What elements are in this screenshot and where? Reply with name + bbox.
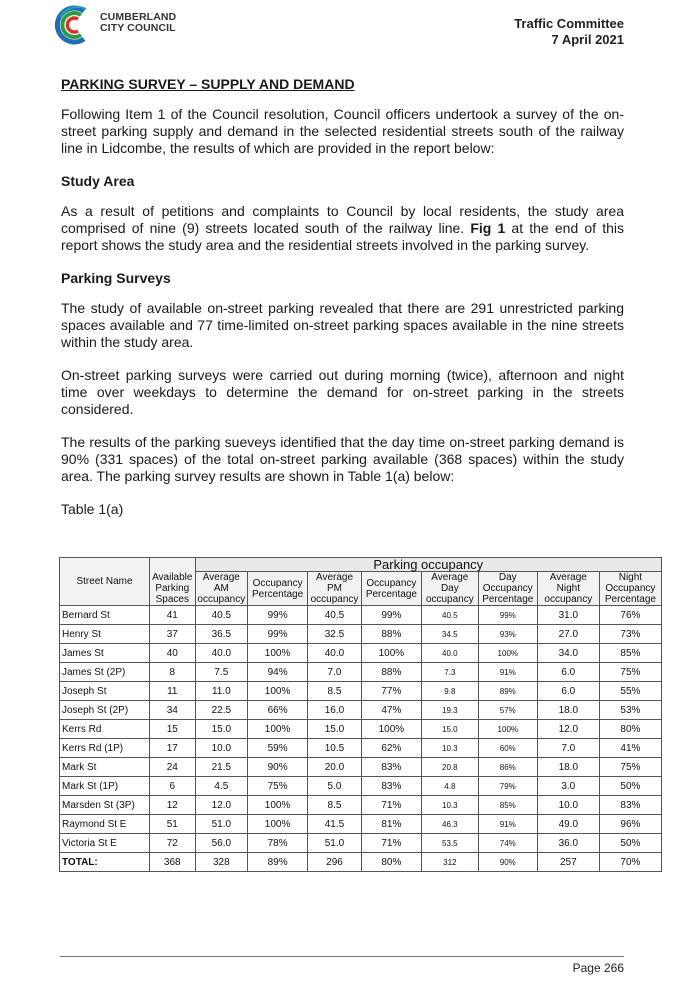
cell-day-occupancy: 312 xyxy=(421,853,478,872)
cell-am-occupancy: 328 xyxy=(195,853,248,872)
table-row xyxy=(60,644,662,663)
cell-street-name: Kerrs Rd xyxy=(60,720,150,739)
cell-night-occupancy: 27.0 xyxy=(537,625,599,644)
cell-street-name: Mark St (1P) xyxy=(60,777,150,796)
cell-street-name: Henry St xyxy=(60,625,150,644)
cell-am-percentage: 89% xyxy=(248,853,308,872)
cell-am-percentage: 99% xyxy=(248,625,308,644)
cell-night-percentage: 73% xyxy=(599,625,661,644)
cell-day-occupancy: 34.5 xyxy=(421,625,478,644)
table-row xyxy=(60,625,662,644)
cell-night-occupancy: 3.0 xyxy=(537,777,599,796)
cell-am-occupancy: 11.0 xyxy=(195,682,248,701)
cell-available-spaces: 40 xyxy=(150,644,196,663)
cell-day-percentage: 57% xyxy=(478,701,537,720)
cell-am-occupancy: 22.5 xyxy=(195,701,248,720)
cell-pm-occupancy: 51.0 xyxy=(308,834,362,853)
cell-am-percentage: 100% xyxy=(248,796,308,815)
cell-pm-occupancy: 8.5 xyxy=(308,682,362,701)
study-area-heading: Study Area xyxy=(61,173,135,189)
cell-day-percentage: 60% xyxy=(478,739,537,758)
cell-street-name: Mark St xyxy=(60,758,150,777)
cell-pm-percentage: 88% xyxy=(361,663,421,682)
cell-day-percentage: 100% xyxy=(478,644,537,663)
surveys-paragraph-2: On-street parking surveys were carried out during morning (twice), afternoon and night time over weekdays to determine the demand for on-street parking in the streets considered. xyxy=(61,367,624,417)
cell-night-percentage: 55% xyxy=(599,682,661,701)
cell-day-percentage: 90% xyxy=(478,853,537,872)
cell-street-name: TOTAL: xyxy=(60,853,150,872)
table-row xyxy=(60,834,662,853)
cell-night-percentage: 75% xyxy=(599,663,661,682)
cell-street-name: James St (2P) xyxy=(60,663,150,682)
cell-am-occupancy: 4.5 xyxy=(195,777,248,796)
cell-night-percentage: 50% xyxy=(599,777,661,796)
cell-night-occupancy: 34.0 xyxy=(537,644,599,663)
header-street-name: Street Name xyxy=(60,558,150,606)
header-pm-occupancy: Average PM occupancy xyxy=(308,572,362,606)
cell-street-name: James St xyxy=(60,644,150,663)
study-area-text-post: at the end of this report shows the study area and the residential streets involved in the parking survey. xyxy=(61,220,624,253)
cell-available-spaces: 11 xyxy=(150,682,196,701)
cell-pm-percentage: 62% xyxy=(361,739,421,758)
cell-am-occupancy: 7.5 xyxy=(195,663,248,682)
cell-day-percentage: 93% xyxy=(478,625,537,644)
cell-am-percentage: 100% xyxy=(248,682,308,701)
cell-day-occupancy: 9.8 xyxy=(421,682,478,701)
document-header xyxy=(514,16,624,48)
cell-night-percentage: 80% xyxy=(599,720,661,739)
study-area-text-pre: As a result of petitions and complaints to Council by local residents, the study area comprised of nine (9) streets located south of the railway line. xyxy=(61,203,624,236)
header-night-occupancy: Average Night occupancy xyxy=(537,572,599,606)
cell-pm-percentage: 100% xyxy=(361,720,421,739)
meeting-date: 7 April 2021 xyxy=(551,32,624,47)
cell-am-percentage: 75% xyxy=(248,777,308,796)
committee-name: Traffic Committee xyxy=(514,16,624,31)
cell-day-occupancy: 4.8 xyxy=(421,777,478,796)
header-day-occupancy: Average Day occupancy xyxy=(421,572,478,606)
cell-pm-occupancy: 41.5 xyxy=(308,815,362,834)
cell-pm-percentage: 99% xyxy=(361,606,421,625)
cell-day-percentage: 86% xyxy=(478,758,537,777)
cell-day-occupancy: 20.8 xyxy=(421,758,478,777)
cell-day-occupancy: 10.3 xyxy=(421,796,478,815)
cell-available-spaces: 24 xyxy=(150,758,196,777)
study-area-paragraph xyxy=(61,203,624,254)
header-parking-occupancy: Parking occupancy xyxy=(195,558,661,572)
header-am-occupancy: Average AM occupancy xyxy=(195,572,248,606)
header-pm-percentage: Occupancy Percentage xyxy=(361,572,421,606)
cell-street-name: Raymond St E xyxy=(60,815,150,834)
council-name xyxy=(100,12,176,34)
cell-am-percentage: 100% xyxy=(248,720,308,739)
cell-street-name: Bernard St xyxy=(60,606,150,625)
cell-street-name: Joseph St xyxy=(60,682,150,701)
cell-pm-percentage: 83% xyxy=(361,758,421,777)
cell-day-percentage: 74% xyxy=(478,834,537,853)
cell-pm-percentage: 71% xyxy=(361,834,421,853)
council-name-line2: CITY COUNCIL xyxy=(100,22,176,34)
cell-am-occupancy: 12.0 xyxy=(195,796,248,815)
table-row xyxy=(60,796,662,815)
cell-night-percentage: 50% xyxy=(599,834,661,853)
cell-am-occupancy: 51.0 xyxy=(195,815,248,834)
table-row xyxy=(60,777,662,796)
cell-night-percentage: 70% xyxy=(599,853,661,872)
cell-am-percentage: 78% xyxy=(248,834,308,853)
report-heading: PARKING SURVEY – SUPPLY AND DEMAND xyxy=(61,76,355,92)
cell-night-percentage: 83% xyxy=(599,796,661,815)
cell-day-percentage: 79% xyxy=(478,777,537,796)
cell-day-occupancy: 19.3 xyxy=(421,701,478,720)
cell-street-name: Joseph St (2P) xyxy=(60,701,150,720)
header-night-percentage: Night Occupancy Percentage xyxy=(599,572,661,606)
cell-night-occupancy: 31.0 xyxy=(537,606,599,625)
cell-night-occupancy: 6.0 xyxy=(537,663,599,682)
page-number: Page 266 xyxy=(572,961,624,975)
table-row xyxy=(60,739,662,758)
cell-pm-percentage: 81% xyxy=(361,815,421,834)
cell-night-occupancy: 18.0 xyxy=(537,758,599,777)
cell-available-spaces: 17 xyxy=(150,739,196,758)
header-day-percentage: Day Occupancy Percentage xyxy=(478,572,537,606)
cell-pm-occupancy: 20.0 xyxy=(308,758,362,777)
cell-pm-occupancy: 40.5 xyxy=(308,606,362,625)
cell-day-percentage: 100% xyxy=(478,720,537,739)
cell-am-occupancy: 40.0 xyxy=(195,644,248,663)
surveys-paragraph-3: The results of the parking sueveys identified that the day time on-street parking demand is 90% (331 spaces) of the total on-street parking available (368 spaces) within the study area. The parking survey results are shown in Table 1(a) below: xyxy=(61,434,624,484)
cell-am-occupancy: 21.5 xyxy=(195,758,248,777)
cell-night-occupancy: 36.0 xyxy=(537,834,599,853)
council-logo xyxy=(52,3,262,47)
cell-am-occupancy: 36.5 xyxy=(195,625,248,644)
cell-pm-percentage: 88% xyxy=(361,625,421,644)
cell-available-spaces: 368 xyxy=(150,853,196,872)
cell-night-occupancy: 6.0 xyxy=(537,682,599,701)
cell-am-percentage: 99% xyxy=(248,606,308,625)
cell-street-name: Marsden St (3P) xyxy=(60,796,150,815)
footer-divider xyxy=(60,956,624,957)
table-row xyxy=(60,701,662,720)
cell-night-percentage: 85% xyxy=(599,644,661,663)
council-logo-icon xyxy=(52,3,96,47)
header-am-percentage: Occupancy Percentage xyxy=(248,572,308,606)
cell-pm-occupancy: 5.0 xyxy=(308,777,362,796)
cell-day-percentage: 99% xyxy=(478,606,537,625)
parking-surveys-heading: Parking Surveys xyxy=(61,270,171,286)
cell-night-percentage: 53% xyxy=(599,701,661,720)
report-body xyxy=(61,76,624,531)
cell-pm-percentage: 77% xyxy=(361,682,421,701)
cell-day-percentage: 91% xyxy=(478,663,537,682)
cell-pm-percentage: 47% xyxy=(361,701,421,720)
cell-pm-occupancy: 8.5 xyxy=(308,796,362,815)
cell-night-occupancy: 49.0 xyxy=(537,815,599,834)
table-label: Table 1(a) xyxy=(61,501,124,517)
intro-paragraph: Following Item 1 of the Council resolution, Council officers undertook a survey of the on-street parking supply and demand in the selected residential streets south of the railway line in Lidcombe, the results of which are provided in the report below: xyxy=(61,106,624,156)
cell-night-occupancy: 257 xyxy=(537,853,599,872)
cell-pm-occupancy: 16.0 xyxy=(308,701,362,720)
cell-pm-occupancy: 10.5 xyxy=(308,739,362,758)
cell-day-percentage: 85% xyxy=(478,796,537,815)
cell-pm-occupancy: 15.0 xyxy=(308,720,362,739)
table-total-row xyxy=(60,853,662,872)
cell-am-percentage: 90% xyxy=(248,758,308,777)
cell-am-percentage: 59% xyxy=(248,739,308,758)
cell-am-percentage: 94% xyxy=(248,663,308,682)
table-row xyxy=(60,663,662,682)
cell-pm-occupancy: 296 xyxy=(308,853,362,872)
table-row xyxy=(60,682,662,701)
cell-day-occupancy: 40.0 xyxy=(421,644,478,663)
cell-pm-percentage: 80% xyxy=(361,853,421,872)
cell-night-percentage: 96% xyxy=(599,815,661,834)
cell-day-occupancy: 10.3 xyxy=(421,739,478,758)
cell-available-spaces: 51 xyxy=(150,815,196,834)
cell-available-spaces: 37 xyxy=(150,625,196,644)
cell-day-occupancy: 53.5 xyxy=(421,834,478,853)
table-row xyxy=(60,720,662,739)
cell-day-percentage: 91% xyxy=(478,815,537,834)
cell-street-name: Victoria St E xyxy=(60,834,150,853)
table-body xyxy=(60,606,662,872)
cell-night-occupancy: 10.0 xyxy=(537,796,599,815)
cell-pm-occupancy: 7.0 xyxy=(308,663,362,682)
cell-available-spaces: 34 xyxy=(150,701,196,720)
cell-night-occupancy: 18.0 xyxy=(537,701,599,720)
cell-day-occupancy: 7.3 xyxy=(421,663,478,682)
cell-day-occupancy: 46.3 xyxy=(421,815,478,834)
cell-day-percentage: 89% xyxy=(478,682,537,701)
cell-pm-percentage: 71% xyxy=(361,796,421,815)
cell-night-percentage: 41% xyxy=(599,739,661,758)
cell-available-spaces: 72 xyxy=(150,834,196,853)
cell-am-occupancy: 56.0 xyxy=(195,834,248,853)
cell-am-percentage: 66% xyxy=(248,701,308,720)
cell-night-occupancy: 7.0 xyxy=(537,739,599,758)
figure-reference: Fig 1 xyxy=(470,220,506,236)
cell-am-occupancy: 40.5 xyxy=(195,606,248,625)
table-row xyxy=(60,758,662,777)
cell-night-percentage: 75% xyxy=(599,758,661,777)
cell-night-percentage: 76% xyxy=(599,606,661,625)
cell-available-spaces: 15 xyxy=(150,720,196,739)
cell-pm-occupancy: 40.0 xyxy=(308,644,362,663)
cell-pm-percentage: 83% xyxy=(361,777,421,796)
cell-day-occupancy: 15.0 xyxy=(421,720,478,739)
cell-day-occupancy: 40.5 xyxy=(421,606,478,625)
cell-am-percentage: 100% xyxy=(248,815,308,834)
council-name-line1: CUMBERLAND xyxy=(100,11,177,23)
cell-am-occupancy: 15.0 xyxy=(195,720,248,739)
cell-am-occupancy: 10.0 xyxy=(195,739,248,758)
cell-available-spaces: 8 xyxy=(150,663,196,682)
cell-pm-percentage: 100% xyxy=(361,644,421,663)
table-row xyxy=(60,606,662,625)
surveys-paragraph-1: The study of available on-street parking revealed that there are 291 unrestricted parking spaces available and 77 time-limited on-street parking spaces available in the nine streets within the study area. xyxy=(61,300,624,350)
cell-available-spaces: 12 xyxy=(150,796,196,815)
table-row xyxy=(60,815,662,834)
header-available: Available Parking Spaces xyxy=(150,558,196,606)
parking-occupancy-table xyxy=(59,557,662,872)
cell-street-name: Kerrs Rd (1P) xyxy=(60,739,150,758)
cell-am-percentage: 100% xyxy=(248,644,308,663)
cell-available-spaces: 41 xyxy=(150,606,196,625)
cell-night-occupancy: 12.0 xyxy=(537,720,599,739)
cell-pm-occupancy: 32.5 xyxy=(308,625,362,644)
cell-available-spaces: 6 xyxy=(150,777,196,796)
